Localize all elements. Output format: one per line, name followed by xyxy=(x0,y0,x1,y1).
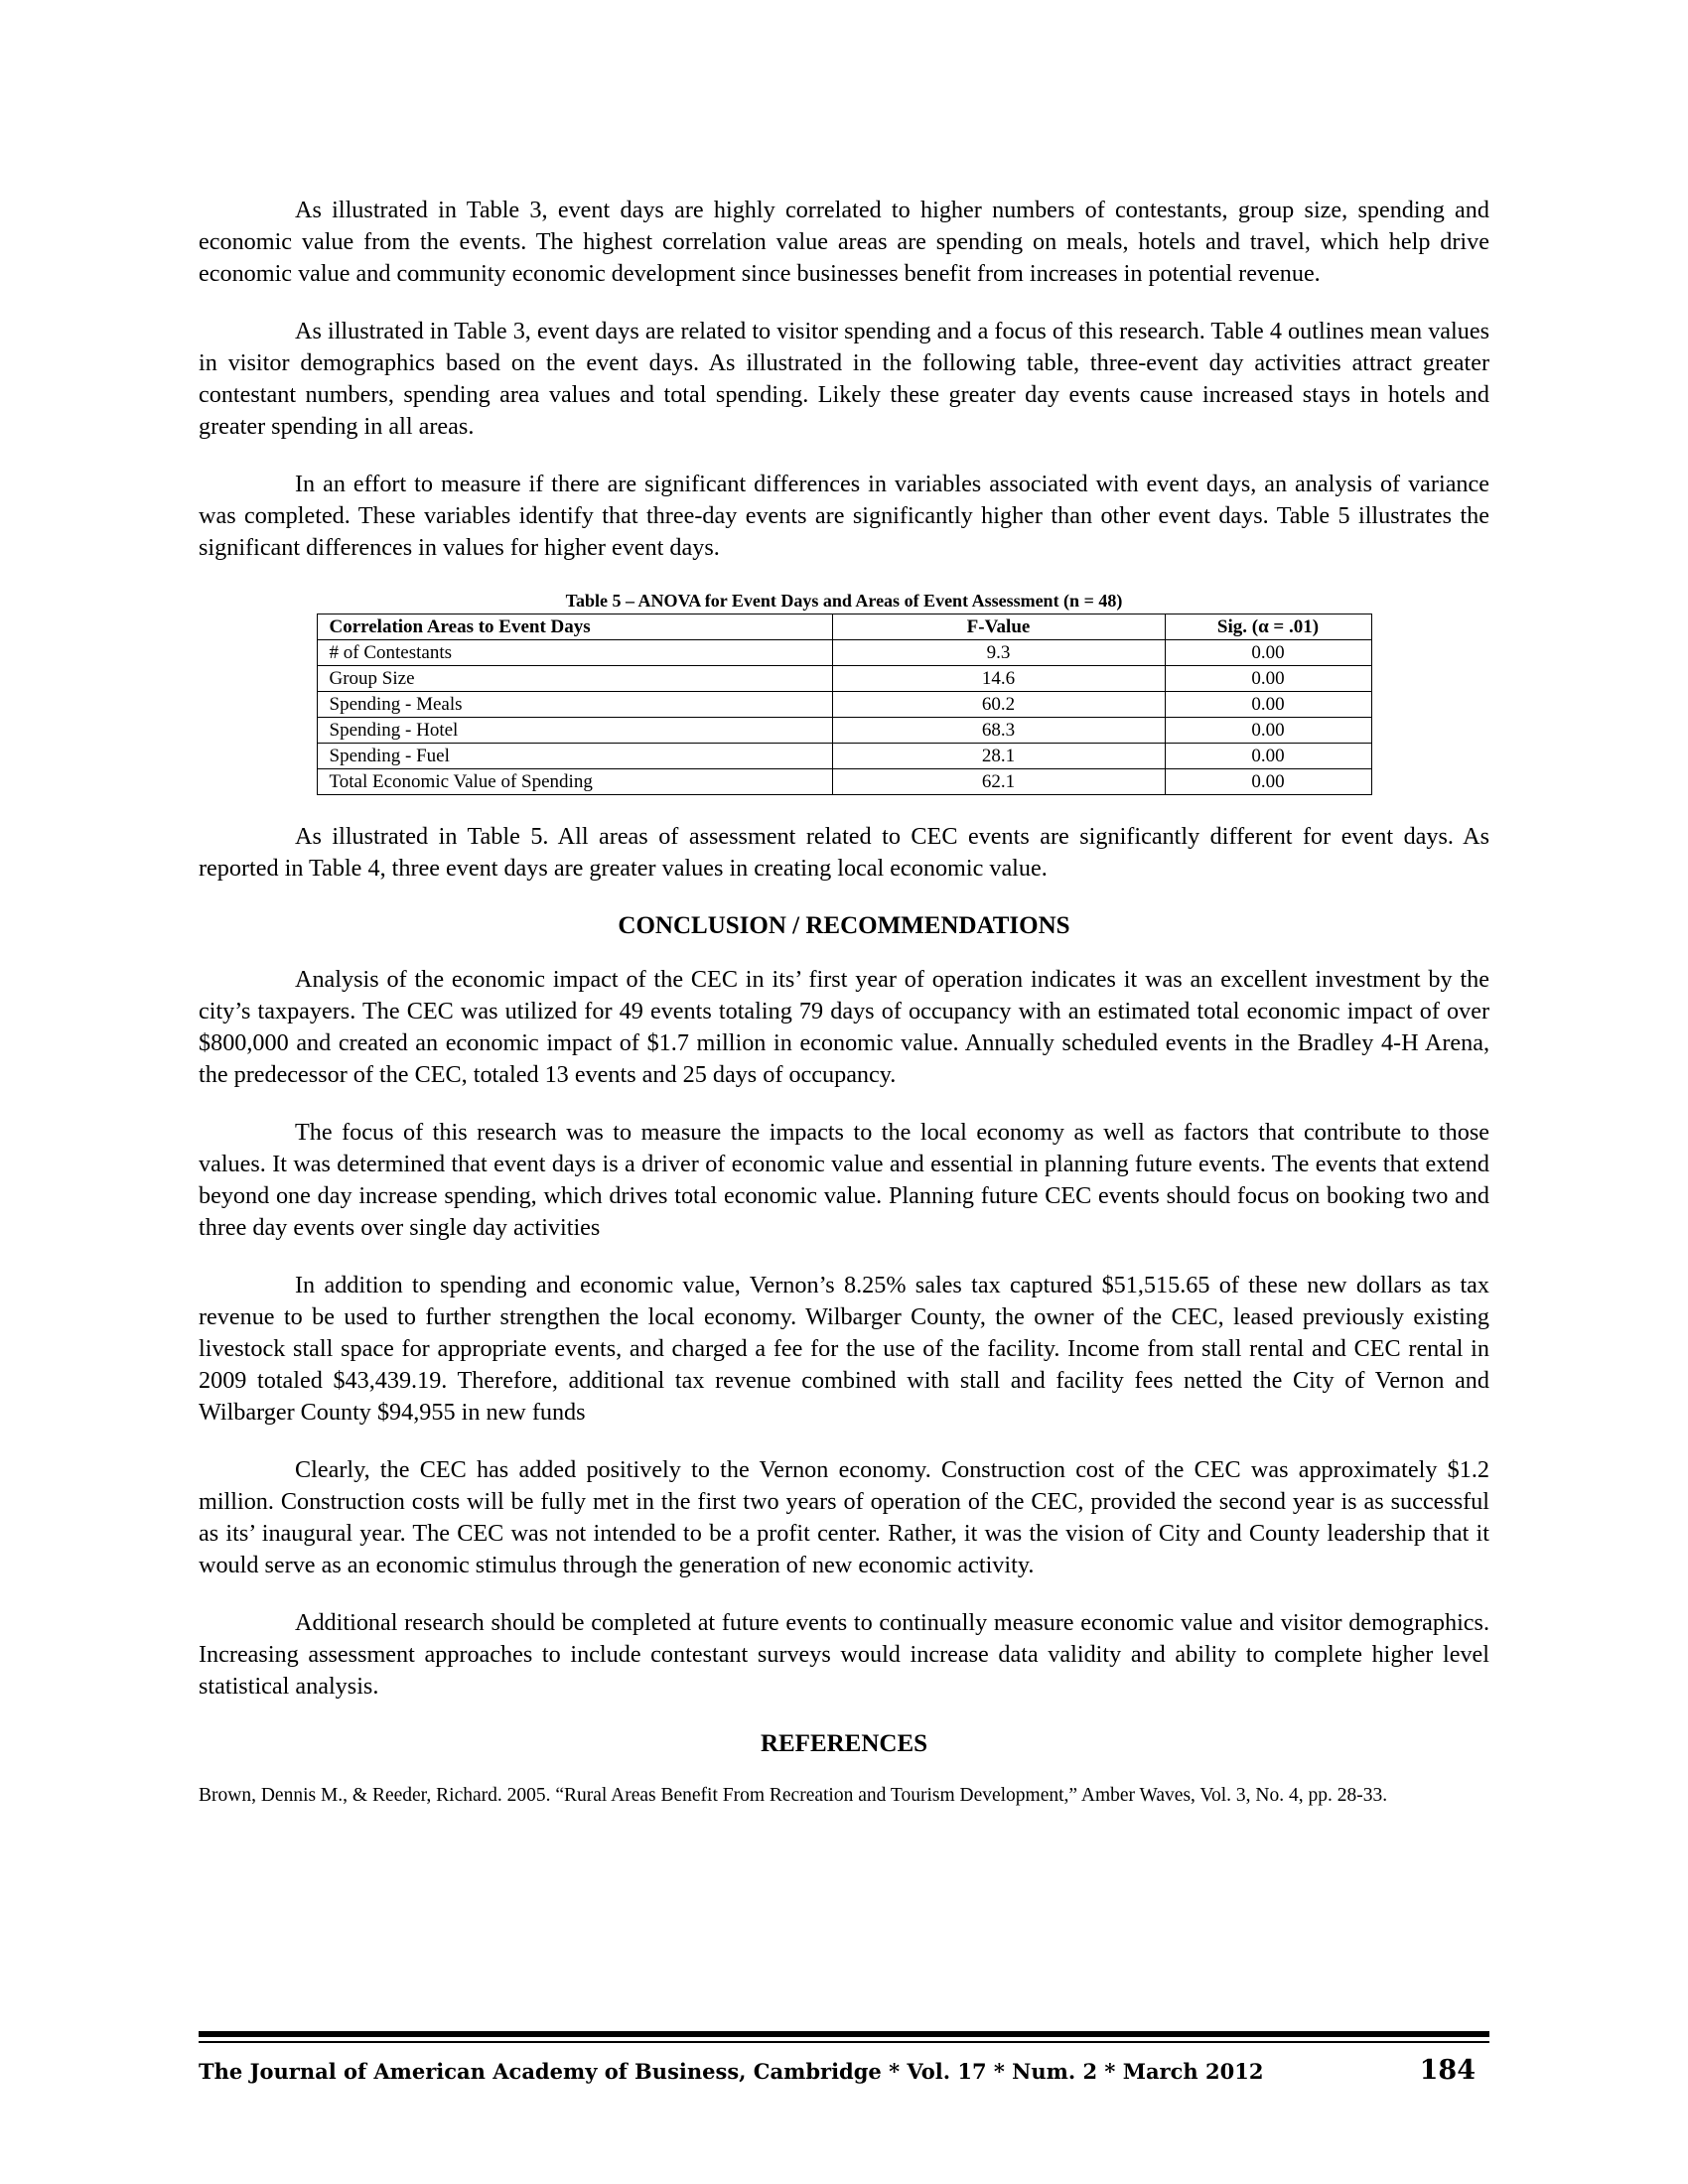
table-cell: Spending - Fuel xyxy=(317,744,832,769)
table-header-row xyxy=(317,614,1371,640)
table-cell: 0.00 xyxy=(1165,744,1371,769)
page-content xyxy=(199,195,1489,1809)
body-paragraph: As illustrated in Table 3, event days are related to visitor spending and a focus of this research. Table 4 outlines mean values in visitor demographics based on the event days. As illustrated in the following table, three-event day activities attract greater contestant numbers, spending area values and total spending. Likely these greater day events cause increased stays in hotels and greater spending in all areas. xyxy=(199,318,1489,440)
table-cell: 0.00 xyxy=(1165,666,1371,692)
table-row xyxy=(317,640,1371,666)
section-heading-conclusion: CONCLUSION / RECOMMENDATIONS xyxy=(618,912,1070,939)
page-number: 184 xyxy=(1419,2055,1476,2086)
table-row xyxy=(317,666,1371,692)
column-header: F-Value xyxy=(832,614,1165,640)
footer-rule-thick xyxy=(199,2031,1489,2037)
table-cell: Group Size xyxy=(317,666,832,692)
body-paragraph: As illustrated in Table 5. All areas of assessment related to CEC events are significantly different for event days. As reported in Table 4, three event days are greater values in creating local economic value. xyxy=(199,823,1489,882)
table-cell: Spending - Hotel xyxy=(317,718,832,744)
table-row xyxy=(317,692,1371,718)
journal-citation: The Journal of American Academy of Business, Cambridge * Vol. 17 * Num. 2 * March 2012 xyxy=(199,2059,1264,2084)
table-cell: 0.00 xyxy=(1165,640,1371,666)
body-paragraph: In addition to spending and economic value, Vernon’s 8.25% sales tax captured $51,515.65 of these new dollars as tax revenue to be used to further strengthen the local economy. Wilbarger County, the owner of the CEC, leased previously existing livestock stall space for appropriate events, and charged a fee for the use of the facility. Income from stall rental and CEC rental in 2009 totaled $43,439.19. Therefore, additional tax revenue combined with stall and facility fees netted the City of Vernon and Wilbarger County $94,955 in new funds xyxy=(199,1272,1489,1426)
body-paragraph: Analysis of the economic impact of the CEC in its’ first year of operation indicates it was an excellent investment by the city’s taxpayers. The CEC was utilized for 49 events totaling 79 days of occupancy with an estimated total economic impact of over $800,000 and created an economic impact of $1.7 million in economic value. Annually scheduled events in the Bradley 4-H Arena, the predecessor of the CEC, totaled 13 events and 25 days of occupancy. xyxy=(199,966,1489,1088)
table-cell: Spending - Meals xyxy=(317,692,832,718)
body-paragraph: As illustrated in Table 3, event days are highly correlated to higher numbers of contestants, group size, spending and economic value from the events. The highest correlation value areas are spending on meals, hotels and travel, which help drive economic value and community economic development since businesses benefit from increases in potential revenue. xyxy=(199,197,1489,287)
table-cell: 62.1 xyxy=(832,769,1165,795)
table-cell: 28.1 xyxy=(832,744,1165,769)
footer-rule-thin xyxy=(199,2041,1489,2043)
column-header: Sig. (α = .01) xyxy=(1165,614,1371,640)
table-row xyxy=(317,718,1371,744)
reference-item: Brown, Dennis M., & Reeder, Richard. 2005. “Rural Areas Benefit From Recreation and Tourism Development,” Amber Waves, Vol. 3, No. 4, pp. 28-33. xyxy=(199,1785,1388,1806)
table-cell: 60.2 xyxy=(832,692,1165,718)
table-cell: # of Contestants xyxy=(317,640,832,666)
table-cell: 14.6 xyxy=(832,666,1165,692)
table-cell: 68.3 xyxy=(832,718,1165,744)
table-row xyxy=(317,744,1371,769)
table-cell: 0.00 xyxy=(1165,692,1371,718)
table-cell: 9.3 xyxy=(832,640,1165,666)
column-header: Correlation Areas to Event Days xyxy=(317,614,832,640)
table-row xyxy=(317,769,1371,795)
table-cell: 0.00 xyxy=(1165,718,1371,744)
section-heading-references: REFERENCES xyxy=(760,1730,928,1757)
body-paragraph: Clearly, the CEC has added positively to the Vernon economy. Construction cost of the CEC was approximately $1.2 million. Construction costs will be fully met in the first two years of operation of the CEC, provided the second year is as successful as its’ inaugural year. The CEC was not intended to be a profit center. Rather, it was the vision of City and County leadership that it would serve as an economic stimulus through the generation of new economic activity. xyxy=(199,1456,1489,1578)
table-cell: Total Economic Value of Spending xyxy=(317,769,832,795)
table-cell: 0.00 xyxy=(1165,769,1371,795)
body-paragraph: In an effort to measure if there are significant differences in variables associated with event days, an analysis of variance was completed. These variables identify that three-day events are significantly higher than other event days. Table 5 illustrates the significant differences in values for higher event days. xyxy=(199,471,1489,561)
anova-table xyxy=(317,614,1372,795)
body-paragraph: The focus of this research was to measure the impacts to the local economy as well as factors that contribute to those values. It was determined that event days is a driver of economic value and essential in planning future events. The events that extend beyond one day increase spending, which drives total economic value. Planning future CEC events should focus on booking two and three day events over single day activities xyxy=(199,1119,1489,1241)
body-paragraph: Additional research should be completed at future events to continually measure economic value and visitor demographics. Increasing assessment approaches to include contestant surveys would increase data validity and ability to complete higher level statistical analysis. xyxy=(199,1609,1489,1700)
table-caption: Table 5 – ANOVA for Event Days and Areas of Event Assessment (n = 48) xyxy=(565,591,1123,611)
